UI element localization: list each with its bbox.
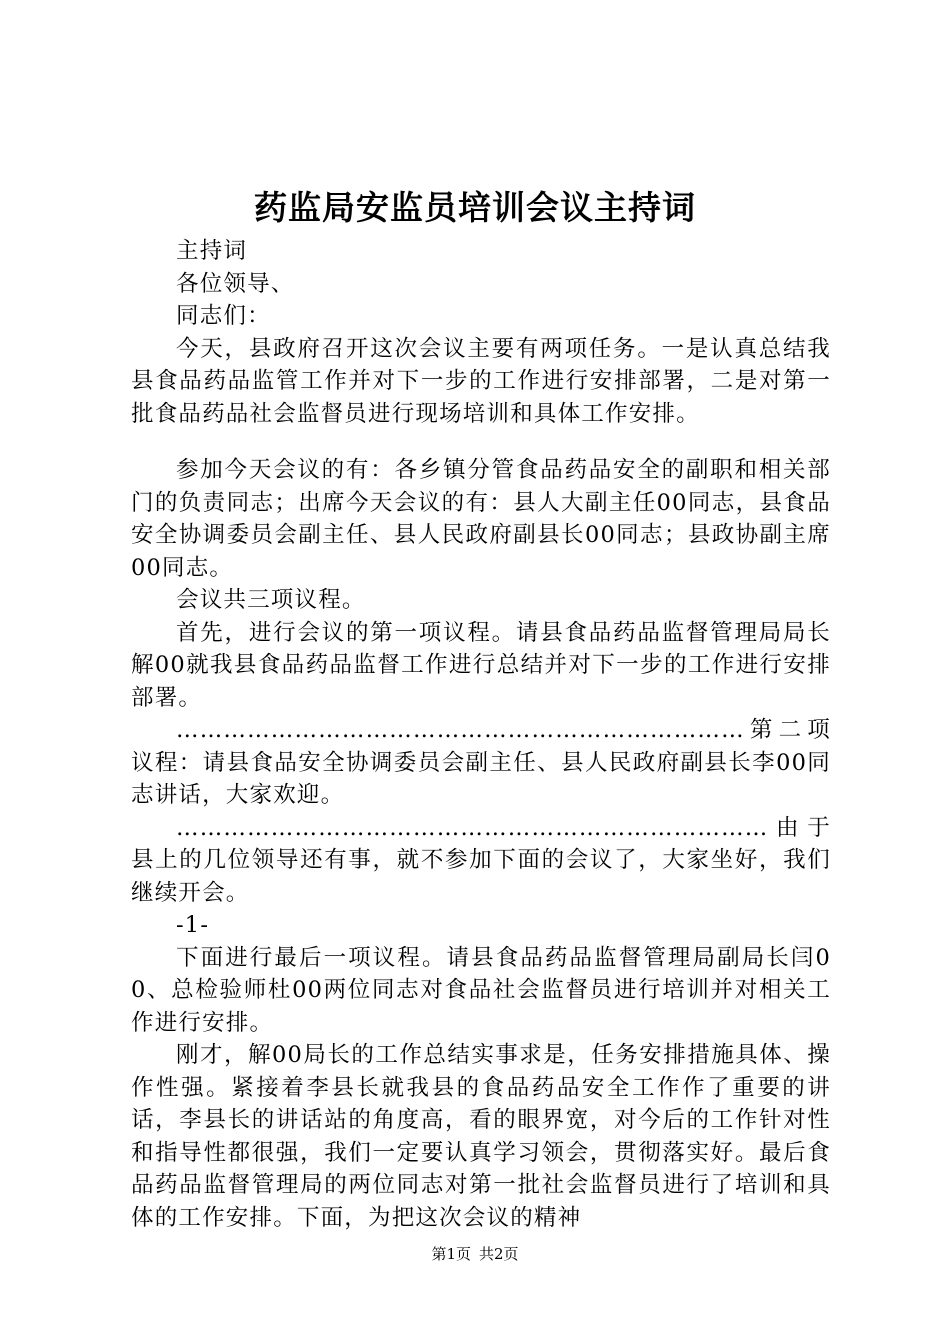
paragraph-agenda-2: ………………………………………………………………第二项议程：请县食品安全协调委员会副主任、县人民政府副县长李00同志讲话，大家欢迎。 bbox=[131, 717, 831, 808]
document-title: 药监局安监员培训会议主持词 bbox=[254, 188, 696, 227]
page-number: 第1页 bbox=[431, 1245, 471, 1263]
paragraph-page-marker: -1- bbox=[176, 912, 210, 938]
paragraph-intro: 今天，县政府召开这次会议主要有两项任务。一是认真总结我县食品药品监管工作并对下一步的工作进行安排部署，二是对第一批食品药品社会监督员进行现场培训和具体工作安排。 bbox=[131, 335, 831, 427]
paragraph-break-note: …………………………………………………………………由于县上的几位领导还有事，就不参加下面的会议了，大家坐好，我们继续开会。 bbox=[131, 814, 831, 906]
paragraph-summary: 刚才，解00局长的工作总结实事求是，任务安排措施具体、操作性强。紧接着李县长就我县的食品药品安全工作作了重要的讲话，李县长的讲话站的角度高，看的眼界宽，对今后的工作针对性和指导性都很强，我们一定要认真学习领会，贯彻落实好。最后食品药品监督管理局的两位同志对第一批社会监督员进行了培训和具体的工作安排。下面，为把这次会议的精神 bbox=[131, 1042, 831, 1231]
paragraph-heading: 主持词 bbox=[176, 238, 248, 264]
paragraph-agenda-3: 下面进行最后一项议程。请县食品药品监督管理局副局长闫00、总检验师杜00两位同志对食品社会监督员进行培训并对相关工作进行安排。 bbox=[131, 944, 831, 1036]
paragraph-salutation-2: 同志们： bbox=[176, 303, 271, 329]
paragraph-agenda-1: 首先，进行会议的第一项议程。请县食品药品监督管理局局长解00就我县食品药品监督工作进行总结并对下一步的工作进行安排部署。 bbox=[131, 619, 831, 711]
page-total: 共2页 bbox=[479, 1245, 519, 1263]
document-body bbox=[131, 235, 831, 1234]
paragraph-agenda-count: 会议共三项议程。 bbox=[176, 587, 366, 613]
paragraph-attendees: 参加今天会议的有：各乡镇分管食品药品安全的副职和相关部门的负责同志；出席今天会议的有：县人大副主任00同志，县食品安全协调委员会副主任、县人民政府副县长00同志；县政协副主席00同志。 bbox=[131, 457, 831, 581]
page-footer bbox=[0, 1244, 950, 1264]
paragraph-salutation-1: 各位领导、 bbox=[176, 270, 295, 297]
